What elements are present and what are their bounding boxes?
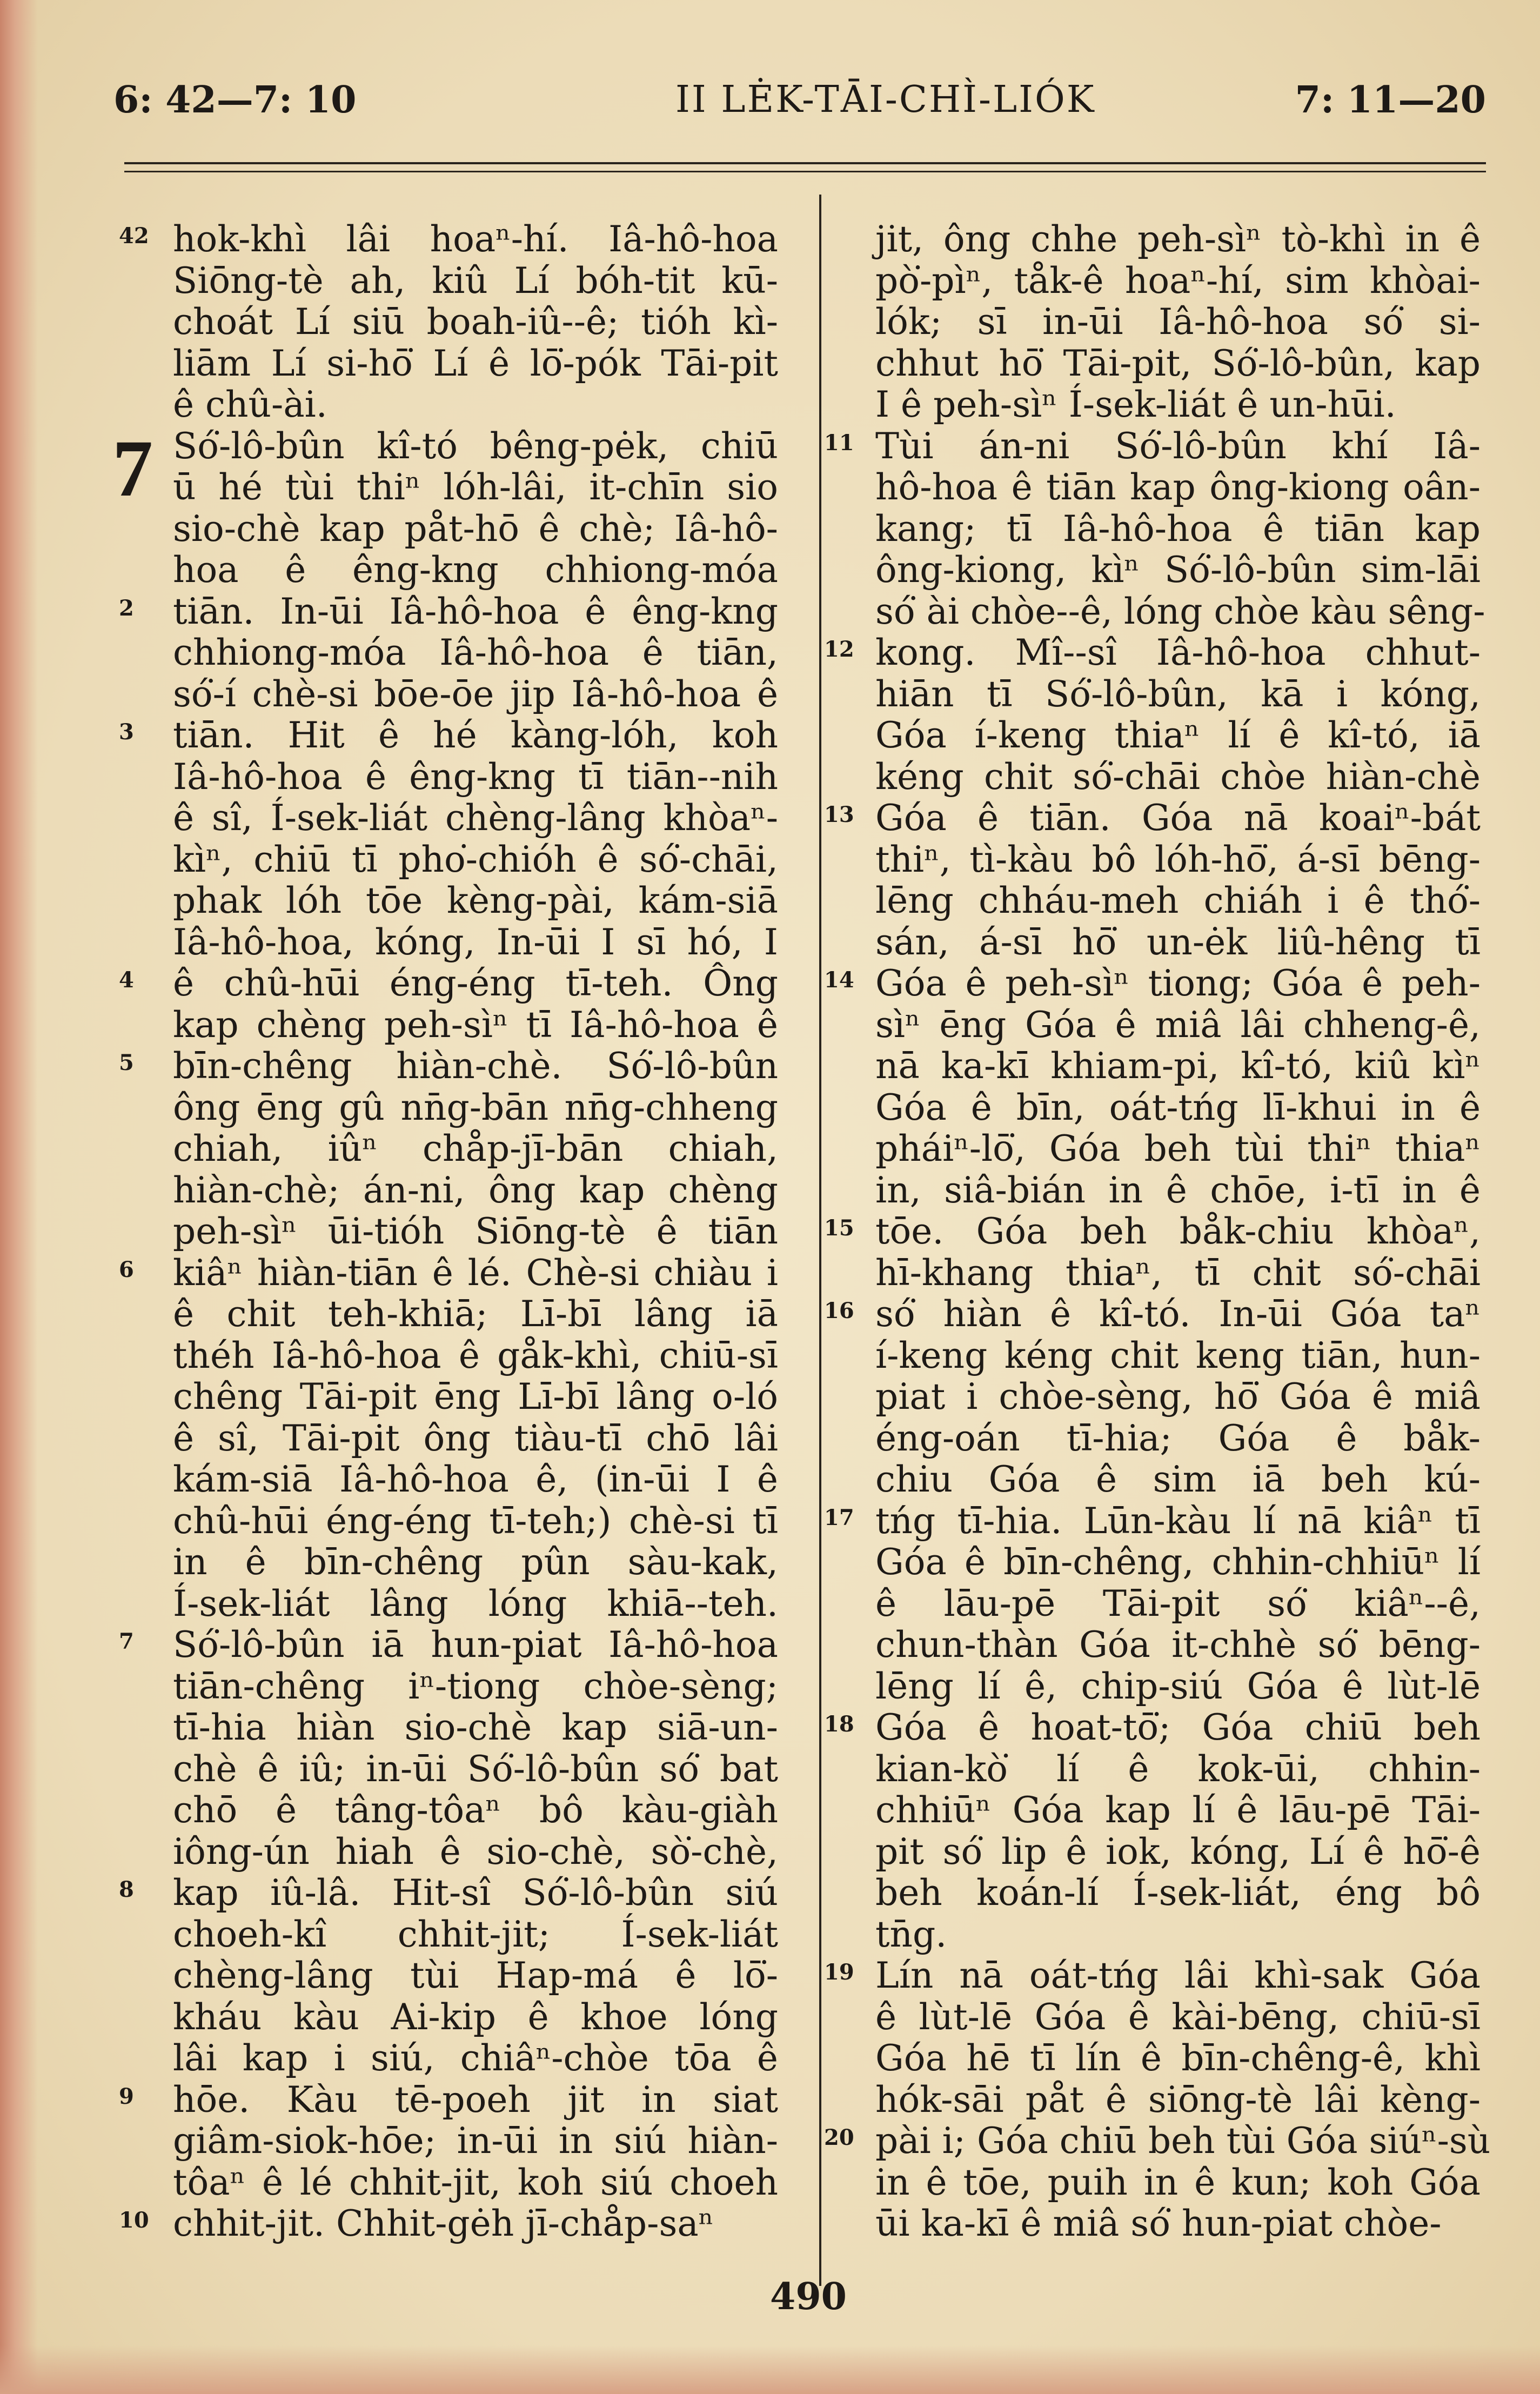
- text-line: ông-kiong, kìⁿ Só͘-lô-bûn sim-lāi: [875, 549, 1481, 591]
- running-header: [113, 76, 1486, 124]
- text-line: sìⁿ ēng Góa ê miâ lâi chheng-ê,: [875, 1004, 1481, 1046]
- text-line: kháu kàu Ai-kip ê khoe lóng: [173, 1996, 778, 2038]
- text-line: Góa ê tiān. Góa nā koaiⁿ-bát: [875, 797, 1481, 839]
- text-line: in, siâ-bián in ê chōe, i-tī in ê: [875, 1169, 1481, 1211]
- text-line: Só͘-lô-bûn iā hun-piat Iâ-hô-hoa: [173, 1624, 778, 1666]
- right-column: [875, 218, 1491, 2245]
- verse-number: 17: [824, 1504, 854, 1530]
- edge-stain-left: [0, 0, 38, 2394]
- text-line: Lín nā oát-tńg lâi khì-sak Góa: [875, 1955, 1481, 1996]
- text-line: kap chèng peh-sìⁿ tī Iâ-hô-hoa ê: [173, 1004, 778, 1046]
- text-line: ūi ka-kī ê miâ só͘ hun-piat chòe-: [875, 2203, 1442, 2244]
- text-line: Iâ-hô-hoa, kóng, In-ūi I sī hó, I: [173, 921, 778, 963]
- text-line: phak lóh tōe kèng-pài, kám-siā: [173, 880, 778, 921]
- text-line: giâm-siok-hōe; in-ūi in siú hiàn-: [173, 2120, 778, 2162]
- text-line: iông-ún hiah ê sio-chè, sò͘-chè,: [173, 1830, 778, 1873]
- text-line: tī-hia hiàn sio-chè kap siā-un-: [173, 1707, 778, 1748]
- verse-number: 12: [824, 637, 854, 662]
- text-line: Siōng-tè ah, kiû Lí bóh-tit kū-: [173, 259, 778, 302]
- text-line: tiān. Hit ê hé kàng-lóh, koh: [173, 714, 778, 756]
- left-column: [173, 219, 778, 2245]
- header-left-reference: 6: 42—7: 10: [113, 78, 357, 122]
- verse-number: 7: [119, 1629, 134, 1654]
- text-line: ê chit teh-khiā; Lī-bī lâng iā: [173, 1293, 778, 1335]
- text-line: lēng chháu-meh chiáh i ê thó͘-: [875, 880, 1481, 921]
- text-line: kang; tī Iâ-hô-hoa ê tiān kap: [875, 507, 1481, 550]
- verse-number: 19: [824, 1960, 854, 1985]
- text-line: thiⁿ, tì-kàu bô lóh-hō͘, á-sī bēng-: [875, 838, 1481, 880]
- page-number: 490: [770, 2275, 847, 2318]
- text-line: choeh-kî chhit-jit; Í-sek-liát: [173, 1913, 778, 1955]
- text-line: chhut hō͘ Tāi-pit, Só͘-lô-bûn, kap: [875, 342, 1481, 384]
- text-line: Góa hē tī lín ê bīn-chêng-ê, khì: [875, 2037, 1481, 2079]
- text-line: tōe. Góa beh båk-chiu khòaⁿ,: [875, 1211, 1481, 1252]
- text-line: piat i chòe-sèng, hō͘ Góa ê miâ: [875, 1376, 1481, 1417]
- verse-number: 14: [824, 967, 854, 993]
- text-line: jit, ông chhe peh-sìⁿ tò-khì in ê: [875, 218, 1481, 260]
- text-line: Í-sek-liát lâng lóng khiā--teh.: [173, 1582, 778, 1624]
- verse-number: 13: [824, 802, 854, 827]
- text-line: liām Lí si-hō͘ Lí ê lō͘-pók Tāi-pit: [173, 342, 778, 384]
- text-line: lók; sī in-ūi Iâ-hô-hoa só͘ si-: [875, 301, 1481, 343]
- text-line: Iâ-hô-hoa ê êng-kng tī tiān--nih: [173, 755, 778, 798]
- verse-number: 9: [119, 2083, 134, 2109]
- text-line: kám-siā Iâ-hô-hoa ê, (in-ūi I ê: [173, 1459, 778, 1500]
- text-line: chû-hūi éng-éng tī-teh;) chè-si tī: [173, 1500, 778, 1542]
- text-line: ê chû-hūi éng-éng tī-teh. Ông: [173, 962, 778, 1004]
- book-title: II LĖK-TĀI-CHÌ-LIÓK: [675, 78, 1096, 121]
- verse-number: 15: [824, 1215, 854, 1241]
- text-line: kong. Mî--sî Iâ-hô-hoa chhut-: [875, 632, 1481, 673]
- text-line: ê sî, Tāi-pit ông tiàu-tī chō lâi: [173, 1417, 778, 1459]
- text-line: in ê tōe, puih in ê kun; koh Góa: [875, 2161, 1481, 2203]
- text-line: nā ka-kī khiam-pi, kî-tó, kiû kìⁿ: [875, 1045, 1481, 1087]
- text-line: hok-khì lâi hoaⁿ-hí. Iâ-hô-hoa: [173, 218, 778, 260]
- text-line: Góa ê hoat-tō͘; Góa chiū beh: [875, 1707, 1481, 1748]
- text-line: éng-oán tī-hia; Góa ê båk-: [875, 1417, 1481, 1459]
- text-line: chun-thàn Góa it-chhè só͘ bēng-: [875, 1624, 1481, 1666]
- text-line: hiàn-chè; án-ni, ông kap chèng: [173, 1169, 778, 1211]
- edge-stain-bottom: [0, 2345, 1540, 2394]
- text-line: kiâⁿ hiàn-tiān ê lé. Chè-si chiàu i: [173, 1252, 778, 1294]
- text-line: Só͘-lô-bûn kî-tó bêng-pėk, chiū: [173, 425, 778, 467]
- verse-number: 4: [119, 967, 134, 993]
- text-line: bīn-chêng hiàn-chè. Só͘-lô-bûn: [173, 1045, 778, 1087]
- column-divider: [819, 195, 821, 2286]
- text-line: théh Iâ-hô-hoa ê gåk-khì, chiū-sī: [173, 1334, 778, 1376]
- text-line: chiah, iûⁿ chåp-jī-bān chiah,: [173, 1128, 778, 1169]
- text-line: hōe. Kàu tē-poeh jit in siat: [173, 2078, 778, 2121]
- text-line: tiān-chêng iⁿ-tiong chòe-sèng;: [173, 1665, 778, 1707]
- text-line: hiān tī Só͘-lô-bûn, kā i kóng,: [875, 673, 1481, 715]
- verse-number: 20: [824, 2125, 854, 2150]
- text-line: Góa í-keng thiaⁿ lí ê kî-tó, iā: [875, 714, 1481, 756]
- text-line: Góa ê bīn, oát-tńg lī-khui in ê: [875, 1086, 1481, 1128]
- text-line: lâi kap i siú, chiâⁿ-chòe tōa ê: [173, 2037, 778, 2079]
- text-line: chè ê iû; in-ūi Só͘-lô-bûn só͘ bat: [173, 1748, 778, 1790]
- text-line: hók-sāi påt ê siōng-tè lâi kèng-: [875, 2078, 1481, 2121]
- text-line: ū hé tùi thiⁿ lóh-lâi, it-chīn sio: [173, 466, 778, 508]
- verse-number: 18: [824, 1711, 854, 1737]
- text-line: hô-hoa ê tiān kap ông-kiong oân-: [875, 466, 1481, 508]
- header-rule-bottom: [124, 171, 1486, 172]
- text-line: chiu Góa ê sim iā beh kú-: [875, 1459, 1481, 1500]
- text-line: hī-khang thiaⁿ, tī chit só͘-chāi: [875, 1252, 1481, 1294]
- text-line: hoa ê êng-kng chhiong-móa: [173, 549, 778, 591]
- text-line: tiān. In-ūi Iâ-hô-hoa ê êng-kng: [173, 590, 778, 632]
- text-line: só͘-í chè-si bōe-ōe jip Iâ-hô-hoa ê: [173, 673, 778, 715]
- text-line: tn̄g.: [875, 1913, 947, 1955]
- verse-number: 2: [119, 595, 134, 621]
- verse-number: 6: [119, 1256, 134, 1282]
- text-line: beh koán-lí Í-sek-liát, éng bô: [875, 1872, 1481, 1914]
- header-right-reference: 7: 11—20: [1295, 78, 1486, 122]
- text-line: ông ēng gû nn̄g-bān nn̄g-chheng: [173, 1086, 778, 1128]
- text-line: pit só͘ lip ê iok, kóng, Lí ê hō͘-ê: [875, 1830, 1481, 1873]
- text-line: ê lùt-lē Góa ê kài-bēng, chiū-sī: [875, 1996, 1481, 2038]
- text-line: ê sî, Í-sek-liát chèng-lâng khòaⁿ-: [173, 797, 778, 839]
- verse-number: 11: [824, 430, 854, 456]
- verse-number: 10: [119, 2208, 149, 2233]
- verse-number: 8: [119, 1877, 134, 1902]
- header-rule-top: [124, 162, 1486, 164]
- verse-number: 16: [824, 1298, 854, 1323]
- text-line: í-keng kéng chit keng tiān, hun-: [875, 1334, 1481, 1376]
- text-line: pháiⁿ-lō͘, Góa beh tùi thiⁿ thiaⁿ: [875, 1128, 1481, 1169]
- verse-number: 42: [119, 223, 149, 249]
- text-line: lēng lí ê, chip-siú Góa ê lùt-lē: [875, 1665, 1481, 1707]
- verse-number: 3: [119, 719, 134, 745]
- text-line: peh-sìⁿ ūi-tióh Siōng-tè ê tiān: [173, 1211, 778, 1252]
- text-line: ê lāu-pē Tāi-pit só͘ kiâⁿ--ê,: [875, 1582, 1481, 1624]
- text-line: Góa ê bīn-chêng, chhin-chhiūⁿ lí: [875, 1541, 1481, 1583]
- text-line: tôaⁿ ê lé chhit-jit, koh siú choeh: [173, 2161, 778, 2203]
- text-line: Tùi án-ni Só͘-lô-bûn khí Iâ-: [875, 425, 1481, 467]
- text-line: kéng chit só͘-chāi chòe hiàn-chè: [875, 755, 1481, 798]
- text-line: chêng Tāi-pit ēng Lī-bī lâng o-ló: [173, 1376, 778, 1417]
- text-line: pò͘-pìⁿ, tåk-ê hoaⁿ-hí, sim khòai-: [875, 259, 1481, 302]
- text-line: chèng-lâng tùi Hap-má ê lō͘-: [173, 1955, 778, 1996]
- text-line: in ê bīn-chêng pûn sàu-kak,: [173, 1541, 778, 1583]
- text-line: chhiong-móa Iâ-hô-hoa ê tiān,: [173, 632, 778, 673]
- text-line: tńg tī-hia. Lūn-kàu lí nā kiâⁿ tī: [875, 1500, 1481, 1542]
- text-line: Góa ê peh-sìⁿ tiong; Góa ê peh-: [875, 962, 1481, 1004]
- text-line: kian-kò͘ lí ê kok-ūi, chhin-: [875, 1748, 1481, 1790]
- text-line: pài i; Góa chiū beh tùi Góa siúⁿ-sù: [875, 2120, 1491, 2162]
- text-line: kap iû-lâ. Hit-sî Só͘-lô-bûn siú: [173, 1872, 778, 1914]
- chapter-number: 7: [112, 424, 153, 513]
- verse-number: 5: [119, 1050, 134, 1075]
- text-line: sán, á-sī hō͘ un-ėk liû-hêng tī: [875, 921, 1481, 963]
- text-line: chō ê tâng-tôaⁿ bô kàu-giàh: [173, 1789, 778, 1831]
- text-line: choát Lí siū boah-iû--ê; tióh kì-: [173, 301, 778, 343]
- text-line: ê chû-ài.: [173, 384, 327, 425]
- text-line: I ê peh-sìⁿ Í-sek-liát ê un-hūi.: [875, 384, 1396, 425]
- text-line: só͘ hiàn ê kî-tó. In-ūi Góa taⁿ: [875, 1293, 1481, 1335]
- text-line: sio-chè kap påt-hō ê chè; Iâ-hô-: [173, 507, 778, 550]
- text-line: só͘ ài chòe--ê, lóng chòe kàu sêng-: [875, 590, 1485, 632]
- text-line: chhit-jit. Chhit-gėh jī-chåp-saⁿ: [173, 2203, 714, 2244]
- text-line: chhiūⁿ Góa kap lí ê lāu-pē Tāi-: [875, 1789, 1481, 1831]
- text-line: kìⁿ, chiū tī pho͘-chióh ê só͘-chāi,: [173, 838, 778, 880]
